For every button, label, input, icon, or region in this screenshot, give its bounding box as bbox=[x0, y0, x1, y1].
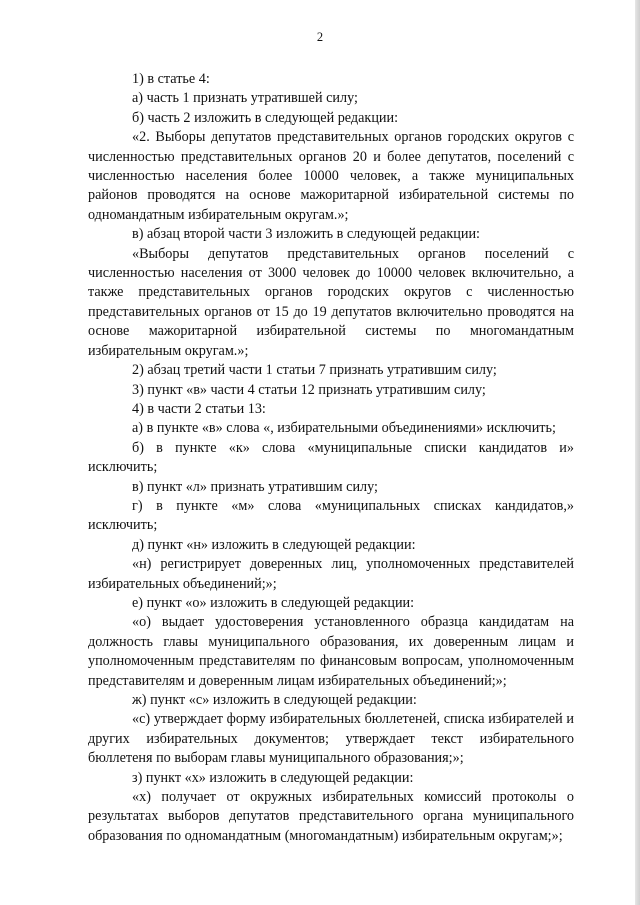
paragraph-3: б) часть 2 изложить в следующей редакции: bbox=[132, 109, 399, 126]
paragraph-9: 4) в части 2 статьи 13: bbox=[132, 400, 266, 417]
paragraph-13: г) в пункте «м» слова «муниципальных списках кандидатов,» исключить; bbox=[88, 497, 574, 534]
paragraph-7: 2) абзац третий части 1 статьи 7 признать утратившим силу; bbox=[132, 362, 497, 379]
paragraph-10: а) в пункте «в» слова «, избирательными объединениями» исключить; bbox=[132, 420, 556, 437]
document-body bbox=[88, 70, 574, 846]
paragraph-2: а) часть 1 признать утратившей силу; bbox=[132, 90, 358, 107]
paragraph-18: ж) пункт «с» изложить в следующей редакции: bbox=[132, 692, 417, 708]
paragraph-17: «о) выдает удостоверения установленного образца кандидатам на должность главы муниципального образования, их доверенным лицам и уполномоченным представителям по финансовым вопросам, уполномоченным представителям и доверенным лицам избирательных объединений;»; bbox=[88, 614, 574, 689]
paragraph-21: «х) получает от окружных избирательных комиссий протоколы о результатах выборов депутатов представительного органа муниципального образования по одномандатным (многомандатным) избирательным округам;»; bbox=[88, 789, 574, 844]
paragraph-8: 3) пункт «в» части 4 статьи 12 признать утратившим силу; bbox=[132, 381, 486, 398]
paragraph-14: д) пункт «н» изложить в следующей редакции: bbox=[132, 536, 416, 553]
paragraph-15: «н) регистрирует доверенных лиц, уполномоченных представителей избирательных объединений;»; bbox=[88, 556, 574, 592]
paragraph-12: в) пункт «л» признать утратившим силу; bbox=[132, 478, 378, 495]
paragraph-1: 1) в статье 4: bbox=[132, 71, 210, 87]
paragraph-19: «с) утверждает форму избирательных бюллетеней, списка избирателей и других избирательных документов; утверждает текст избирательного бюллетеня по выборам главы муниципального образования;»; bbox=[88, 711, 574, 767]
page-number: 2 bbox=[316, 30, 324, 44]
paragraph-16: е) пункт «о» изложить в следующей редакции: bbox=[132, 594, 415, 611]
paragraph-11: б) в пункте «к» слова «муниципальные списки кандидатов и» исключить; bbox=[88, 439, 574, 476]
paragraph-4: «2. Выборы депутатов представительных органов городских округов с численностью представительных органов 20 и более депутатов, поселений с численностью населения более 10000 человек, а также муниципальных районов проводятся на основе мажоритарной избирательной системы по одномандатным избирательным округам.»; bbox=[88, 129, 574, 223]
paragraph-20: з) пункт «х» изложить в следующей редакции: bbox=[132, 769, 414, 786]
paragraph-6: «Выборы депутатов представительных органов поселений с численностью населения от 3000 человек до 10000 человек включительно, а также представительных органов городских округов с численностью представительных органов от 15 до 19 депутатов включительно проводятся на основе мажоритарной избирательной системы по многомандатным избирательным округам.»; bbox=[88, 245, 574, 359]
paragraph-5: в) абзац второй части 3 изложить в следующей редакции: bbox=[132, 226, 480, 243]
scan-edge bbox=[635, 0, 640, 905]
